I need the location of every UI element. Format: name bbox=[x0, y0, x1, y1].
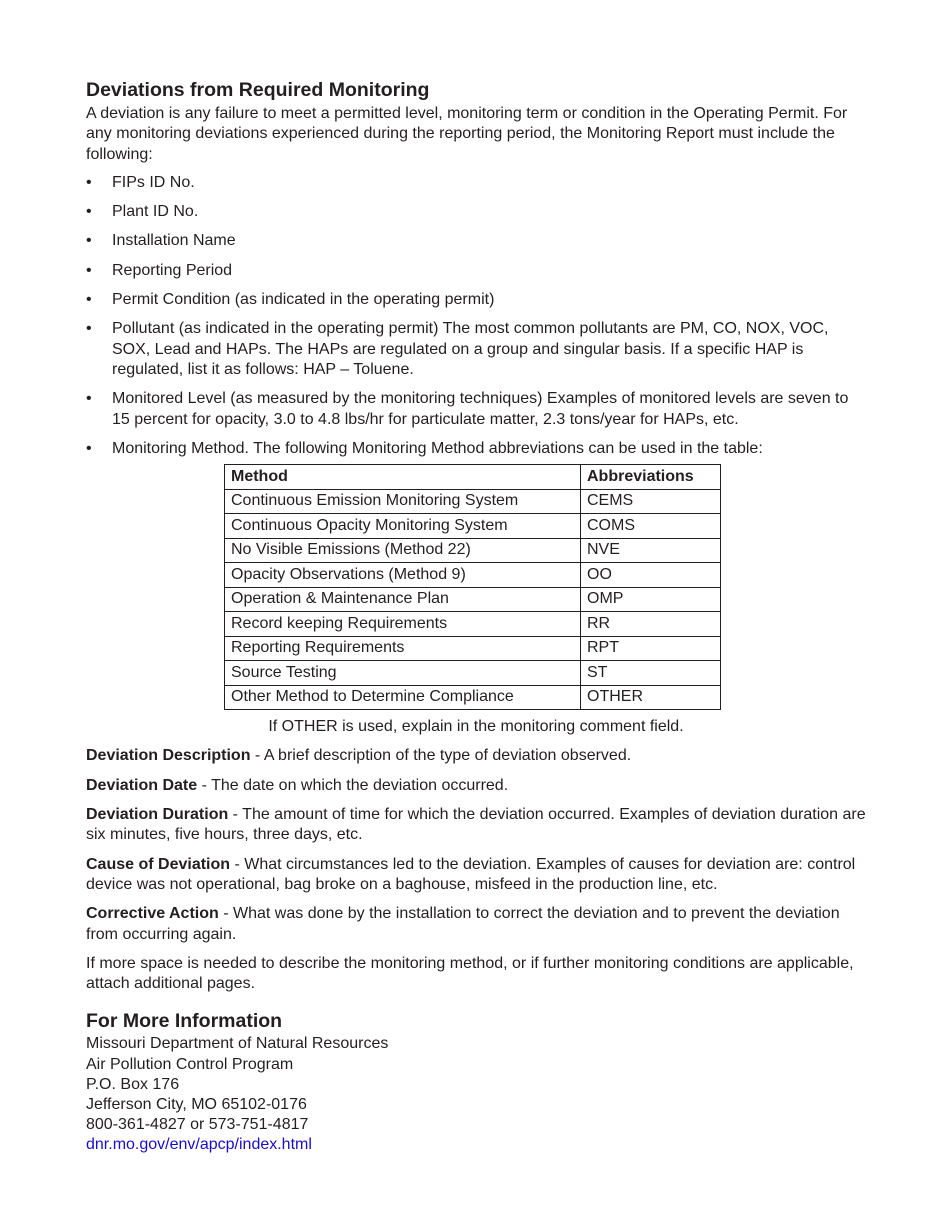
document-page bbox=[86, 78, 866, 1156]
list-item: • Monitoring Method. The following Monitoring Method abbreviations can be used in the table: bbox=[86, 439, 866, 459]
list-item: • Permit Condition (as indicated in the operating permit) bbox=[86, 290, 866, 310]
table-row bbox=[225, 563, 721, 588]
definition-term: Deviation Date bbox=[86, 776, 198, 794]
table-row bbox=[225, 489, 721, 514]
method-cell: Operation & Maintenance Plan bbox=[225, 587, 581, 612]
abbreviation-cell: RPT bbox=[581, 636, 721, 661]
contact-city: Jefferson City, MO 65102-0176 bbox=[86, 1096, 307, 1114]
section-heading-deviations: Deviations from Required Monitoring bbox=[86, 79, 430, 101]
definition-deviation-date bbox=[86, 776, 866, 796]
definition-deviation-duration bbox=[86, 805, 866, 846]
definition-text: - What was done by the installation to correct the deviation and to prevent the deviation from occurring again. bbox=[86, 905, 840, 943]
definition-term: Deviation Duration bbox=[86, 806, 229, 824]
list-item: • Plant ID No. bbox=[86, 202, 866, 222]
definition-deviation-description bbox=[86, 746, 866, 766]
abbreviation-cell: NVE bbox=[581, 538, 721, 563]
table-row bbox=[225, 587, 721, 612]
abbreviation-cell: ST bbox=[581, 661, 721, 686]
table-row bbox=[225, 514, 721, 539]
closing-paragraph: If more space is needed to describe the monitoring method, or if further monitoring conditions are applicable, attach additional pages. bbox=[86, 954, 854, 993]
table-row bbox=[225, 636, 721, 661]
list-item: • Pollutant (as indicated in the operating permit) The most common pollutants are PM, CO, NOX, VOC, SOX, Lead and HAPs. The HAPs are regulated on a group and singular basis. If a specific HAP is regulated, list it as follows: HAP – Toluene. bbox=[86, 319, 866, 380]
method-cell: Other Method to Determine Compliance bbox=[225, 685, 581, 710]
table-row bbox=[225, 538, 721, 563]
column-header-method: Method bbox=[225, 465, 581, 490]
contact-po-box: P.O. Box 176 bbox=[86, 1075, 180, 1093]
method-cell: Continuous Opacity Monitoring System bbox=[225, 514, 581, 539]
method-cell: Opacity Observations (Method 9) bbox=[225, 563, 581, 588]
abbreviation-cell: OO bbox=[581, 563, 721, 588]
abbreviation-cell: RR bbox=[581, 612, 721, 637]
abbreviation-cell: OTHER bbox=[581, 685, 721, 710]
abbreviation-cell: CEMS bbox=[581, 489, 721, 514]
monitoring-method-table bbox=[224, 464, 721, 710]
table-note: If OTHER is used, explain in the monitoring comment field. bbox=[268, 718, 684, 736]
website-link[interactable]: dnr.mo.gov/env/apcp/index.html bbox=[86, 1136, 312, 1154]
list-item: • Installation Name bbox=[86, 231, 866, 251]
intro-paragraph: A deviation is any failure to meet a permitted level, monitoring term or condition in the Operating Permit. For any monitoring deviations experienced during the reporting period, the Monitoring Report must include the following: bbox=[86, 105, 848, 163]
definition-text: - The amount of time for which the deviation occurred. Examples of deviation duration are six minutes, five hours, three days, etc. bbox=[86, 806, 866, 844]
list-item: • Reporting Period bbox=[86, 261, 866, 281]
required-items-list bbox=[86, 173, 866, 459]
definition-text: - A brief description of the type of deviation observed. bbox=[250, 747, 632, 765]
contact-block bbox=[86, 1034, 866, 1155]
definition-text: - What circumstances led to the deviation. Examples of causes for deviation are: control device was not operational, bag broke on a baghouse, misfeed in the production line, etc. bbox=[86, 855, 856, 893]
abbreviation-cell: COMS bbox=[581, 514, 721, 539]
method-cell: Continuous Emission Monitoring System bbox=[225, 489, 581, 514]
column-header-abbreviations: Abbreviations bbox=[581, 465, 721, 490]
contact-phone: 800-361-4827 or 573-751-4817 bbox=[86, 1116, 309, 1134]
method-cell: Reporting Requirements bbox=[225, 636, 581, 661]
contact-program: Air Pollution Control Program bbox=[86, 1055, 294, 1073]
definition-term: Deviation Description bbox=[86, 747, 251, 765]
definition-corrective-action bbox=[86, 904, 866, 945]
list-item: • Monitored Level (as measured by the monitoring techniques) Examples of monitored levels are seven to 15 percent for opacity, 3.0 to 4.8 lbs/hr for particulate matter, 2.3 tons/year for HAPs, etc. bbox=[86, 389, 866, 430]
definition-cause-of-deviation bbox=[86, 855, 866, 896]
contact-organization: Missouri Department of Natural Resources bbox=[86, 1035, 389, 1053]
table-row bbox=[225, 612, 721, 637]
definition-text: - The date on which the deviation occurred. bbox=[197, 776, 509, 794]
list-item: • FIPs ID No. bbox=[86, 173, 866, 193]
definition-term: Corrective Action bbox=[86, 905, 219, 923]
abbreviation-cell: OMP bbox=[581, 587, 721, 612]
method-cell: No Visible Emissions (Method 22) bbox=[225, 538, 581, 563]
table-row bbox=[225, 685, 721, 710]
table-row bbox=[225, 661, 721, 686]
table-header-row bbox=[225, 465, 721, 490]
section-heading-more-information: For More Information bbox=[86, 1010, 283, 1033]
method-cell: Record keeping Requirements bbox=[225, 612, 581, 637]
definition-term: Cause of Deviation bbox=[86, 855, 231, 873]
method-cell: Source Testing bbox=[225, 661, 581, 686]
